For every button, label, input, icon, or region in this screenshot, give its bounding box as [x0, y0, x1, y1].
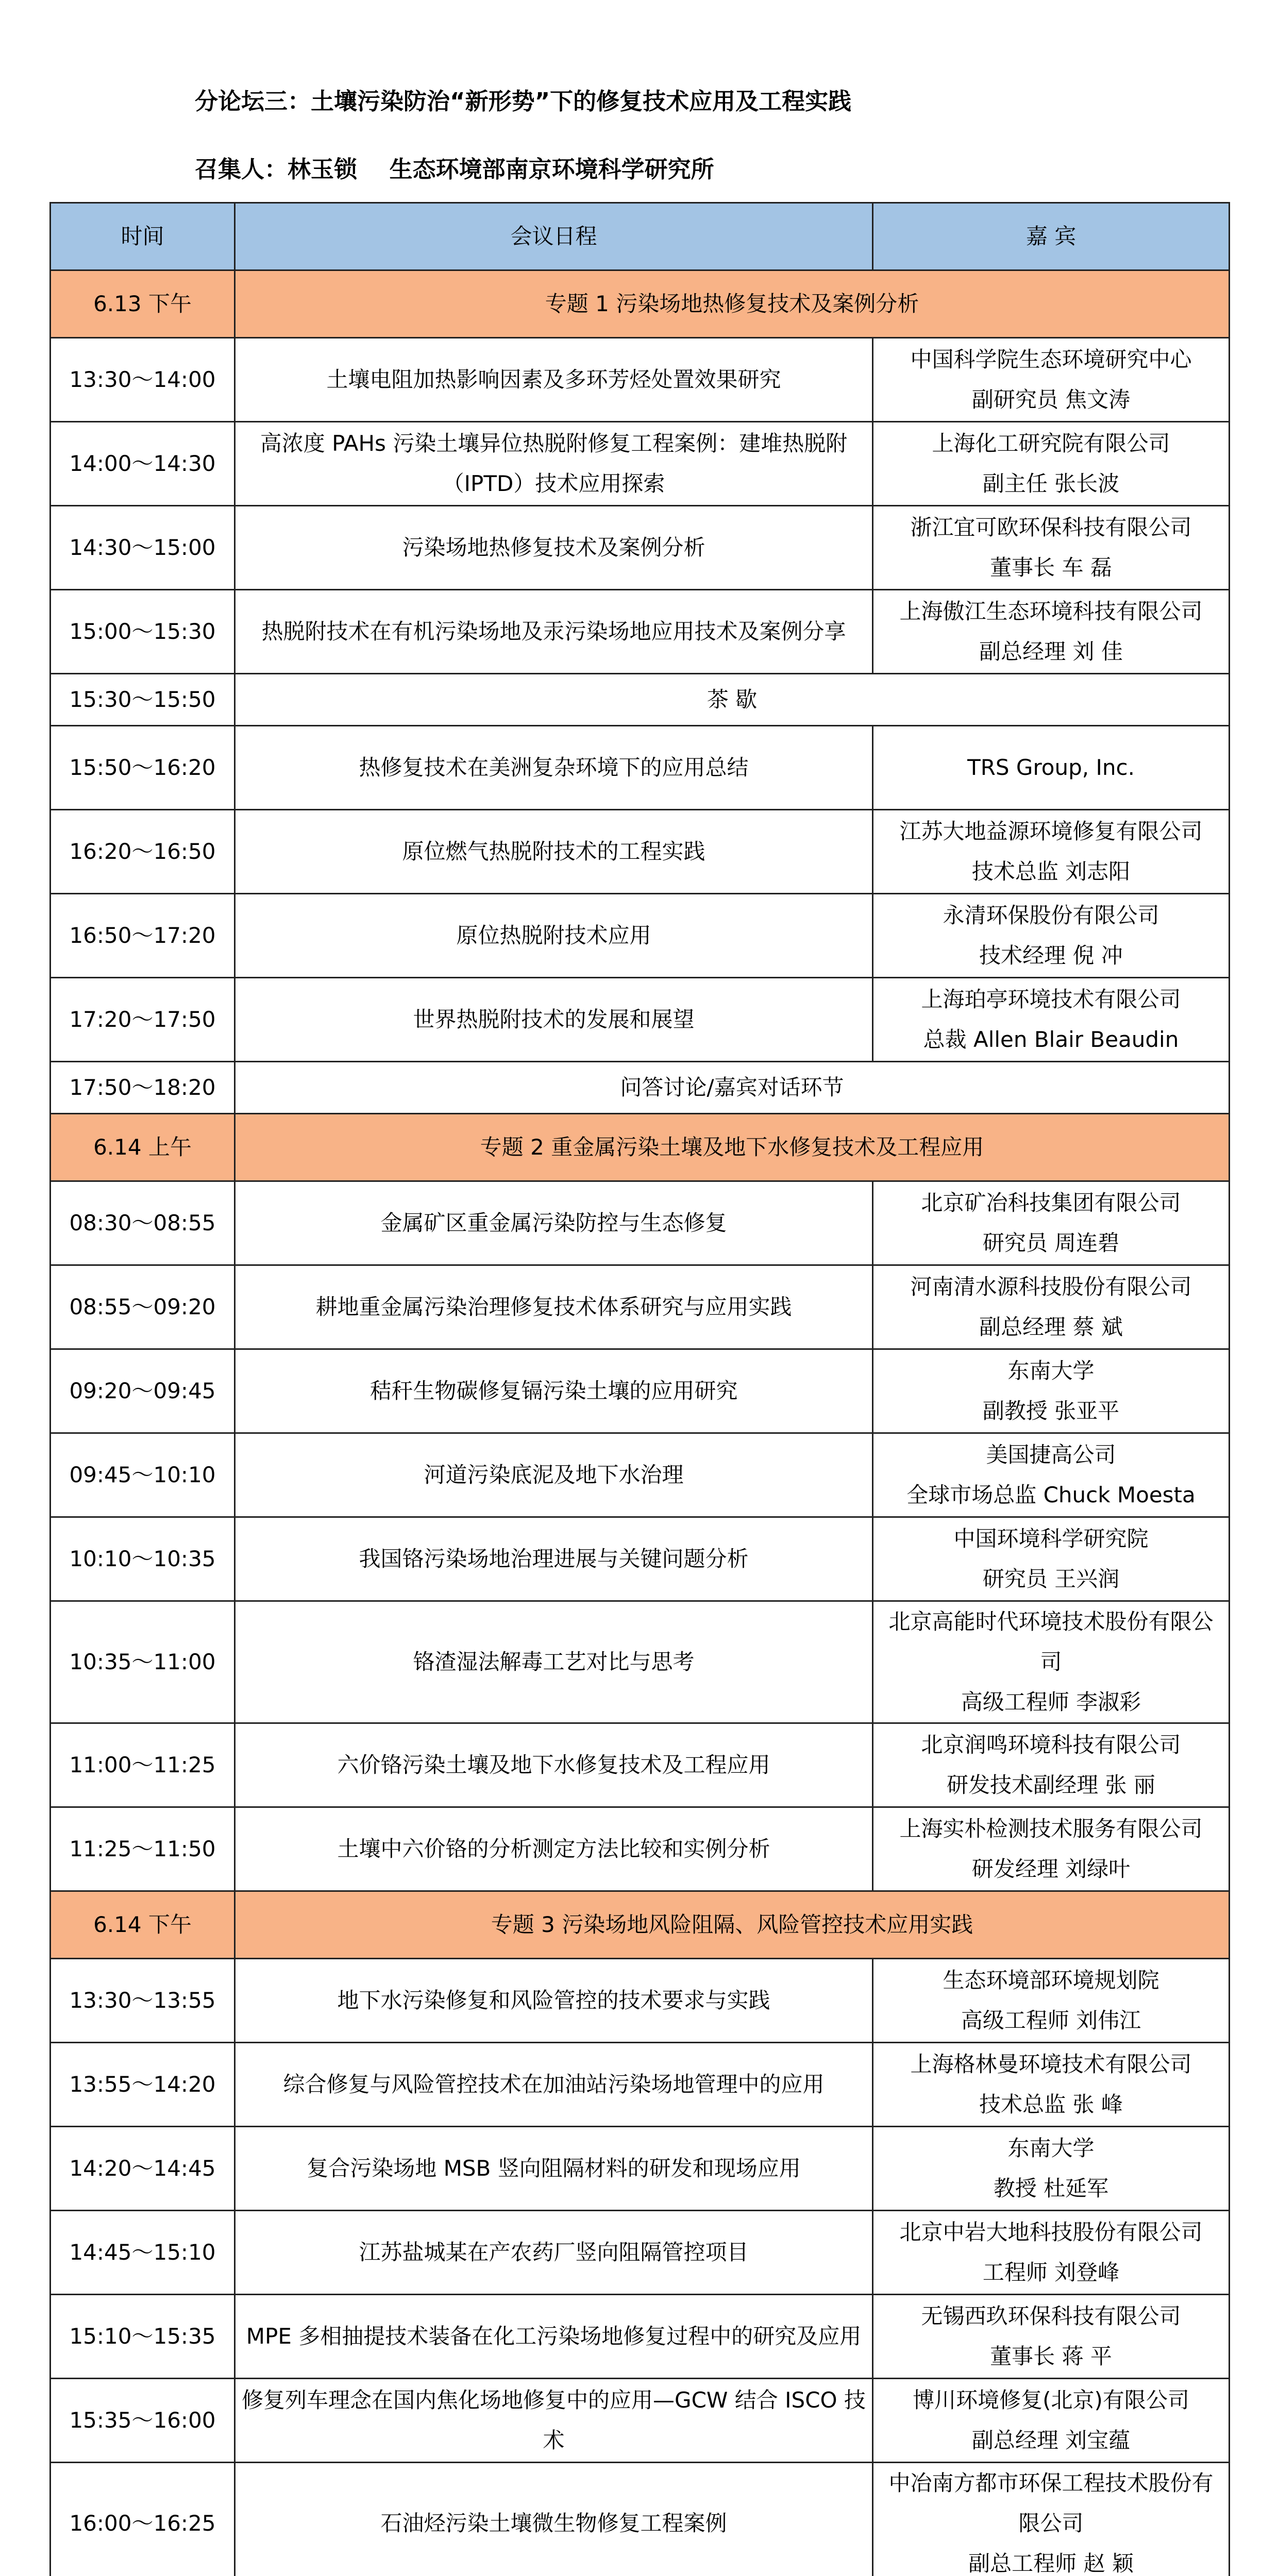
time-cell: 16:20～16:50 — [51, 810, 235, 894]
break-row — [51, 1062, 1230, 1114]
break-row — [51, 674, 1230, 726]
table-row — [51, 810, 1230, 894]
guest-cell — [873, 2127, 1230, 2211]
guest-name: 副研究员 焦文涛 — [879, 380, 1223, 420]
section-title: 专题 2 重金属污染土壤及地下水修复技术及工程应用 — [235, 1114, 1230, 1181]
convener-line: 召集人：林玉锁 生态环境部南京环境科学研究所 — [195, 150, 714, 184]
topic-cell: 铬渣湿法解毒工艺对比与思考 — [235, 1601, 873, 1723]
table-row — [51, 2127, 1230, 2211]
table-row — [51, 1265, 1230, 1349]
guest-organization: 东南大学 — [879, 1351, 1223, 1391]
time-cell: 17:20～17:50 — [51, 978, 235, 1062]
table-row — [51, 2463, 1230, 2576]
time-cell: 16:00～16:25 — [51, 2463, 235, 2576]
guest-cell — [873, 506, 1230, 590]
guest-name: 副总经理 刘宝蕴 — [879, 2420, 1223, 2461]
guest-cell — [873, 1723, 1230, 1807]
guest-name: 副总经理 蔡 斌 — [879, 1307, 1223, 1347]
guest-name: 工程师 刘登峰 — [879, 2252, 1223, 2293]
guest-organization: 上海格林曼环境技术有限公司 — [879, 2044, 1223, 2084]
section-row — [51, 1891, 1230, 1959]
header-agenda: 会议日程 — [235, 203, 873, 270]
time-cell: 09:20～09:45 — [51, 1349, 235, 1433]
table-row — [51, 2295, 1230, 2379]
guest-organization: 上海珀亭环境技术有限公司 — [879, 979, 1223, 1020]
table-header-row — [51, 203, 1230, 270]
topic-cell: 热脱附技术在有机污染场地及汞污染场地应用技术及案例分享 — [235, 590, 873, 674]
guest-cell — [873, 2379, 1230, 2463]
guest-cell — [873, 590, 1230, 674]
time-cell: 10:10～10:35 — [51, 1517, 235, 1601]
page-title: 分论坛三：土壤污染防治“新形势”下的修复技术应用及工程实践 — [195, 82, 851, 116]
table-row — [51, 2043, 1230, 2127]
table-row — [51, 978, 1230, 1062]
section-title: 专题 3 污染场地风险阻隔、风险管控技术应用实践 — [235, 1891, 1230, 1959]
guest-cell — [873, 1807, 1230, 1891]
topic-cell: 热修复技术在美洲复杂环境下的应用总结 — [235, 726, 873, 810]
header-time: 时间 — [51, 203, 235, 270]
guest-cell — [873, 1601, 1230, 1723]
time-cell: 15:30～15:50 — [51, 674, 235, 726]
time-cell: 13:55～14:20 — [51, 2043, 235, 2127]
guest-organization: 北京高能时代环境技术股份有限公司 — [879, 1602, 1223, 1682]
topic-cell: 污染场地热修复技术及案例分析 — [235, 506, 873, 590]
guest-name: 技术经理 倪 冲 — [879, 936, 1223, 976]
topic-cell: 综合修复与风险管控技术在加油站污染场地管理中的应用 — [235, 2043, 873, 2127]
table-row — [51, 2379, 1230, 2463]
guest-organization: 生态环境部环境规划院 — [879, 1960, 1223, 2001]
guest-organization: 中冶南方都市环保工程技术股份有限公司 — [879, 2463, 1223, 2544]
guest-organization: 上海化工研究院有限公司 — [879, 423, 1223, 464]
topic-cell: 修复列车理念在国内焦化场地修复中的应用—GCW 结合 ISCO 技术 — [235, 2379, 873, 2463]
guest-organization: 北京中岩大地科技股份有限公司 — [879, 2212, 1223, 2252]
time-cell: 13:30～13:55 — [51, 1959, 235, 2043]
table-row — [51, 1349, 1230, 1433]
table-row — [51, 1807, 1230, 1891]
time-cell: 14:30～15:00 — [51, 506, 235, 590]
guest-organization: 美国捷高公司 — [879, 1435, 1223, 1475]
guest-name: 研发技术副经理 张 丽 — [879, 1765, 1223, 1805]
guest-cell — [873, 894, 1230, 978]
time-cell: 15:50～16:20 — [51, 726, 235, 810]
guest-name: 董事长 车 磊 — [879, 548, 1223, 588]
time-cell: 08:55～09:20 — [51, 1265, 235, 1349]
guest-name: 高级工程师 李淑彩 — [879, 1682, 1223, 1722]
section-row — [51, 1114, 1230, 1181]
session-label: 6.14 下午 — [51, 1891, 235, 1959]
topic-cell: 世界热脱附技术的发展和展望 — [235, 978, 873, 1062]
guest-name: 副教授 张亚平 — [879, 1391, 1223, 1431]
guest-cell — [873, 1433, 1230, 1517]
guest-organization: 浙江宜可欧环保科技有限公司 — [879, 507, 1223, 548]
topic-cell: 土壤中六价铬的分析测定方法比较和实例分析 — [235, 1807, 873, 1891]
guest-cell — [873, 1181, 1230, 1265]
time-cell: 09:45～10:10 — [51, 1433, 235, 1517]
guest-cell — [873, 810, 1230, 894]
guest-name: 副总经理 刘 佳 — [879, 632, 1223, 672]
header-guest: 嘉 宾 — [873, 203, 1230, 270]
topic-cell: 江苏盐城某在产农药厂竖向阻隔管控项目 — [235, 2211, 873, 2295]
topic-cell: 我国铬污染场地治理进展与关键问题分析 — [235, 1517, 873, 1601]
guest-name: 副总工程师 赵 颖 — [879, 2544, 1223, 2576]
guest-cell — [873, 1265, 1230, 1349]
schedule-table — [49, 202, 1230, 2576]
guest-organization: 北京润鸣环境科技有限公司 — [879, 1725, 1223, 1765]
session-label: 6.14 上午 — [51, 1114, 235, 1181]
topic-cell: MPE 多相抽提技术装备在化工污染场地修复过程中的研究及应用 — [235, 2295, 873, 2379]
topic-cell: 秸秆生物碳修复镉污染土壤的应用研究 — [235, 1349, 873, 1433]
guest-cell — [873, 2043, 1230, 2127]
time-cell: 11:00～11:25 — [51, 1723, 235, 1807]
schedule-body — [51, 270, 1230, 2576]
table-row — [51, 726, 1230, 810]
guest-organization: 永清环保股份有限公司 — [879, 895, 1223, 936]
time-cell: 15:00～15:30 — [51, 590, 235, 674]
guest-organization: 上海傲江生态环境科技有限公司 — [879, 591, 1223, 632]
guest-name: 技术总监 张 峰 — [879, 2084, 1223, 2125]
time-cell: 14:45～15:10 — [51, 2211, 235, 2295]
table-row — [51, 894, 1230, 978]
time-cell: 14:20～14:45 — [51, 2127, 235, 2211]
topic-cell: 原位热脱附技术应用 — [235, 894, 873, 978]
table-row — [51, 422, 1230, 506]
table-row — [51, 590, 1230, 674]
table-row — [51, 1433, 1230, 1517]
guest-name: 研究员 王兴润 — [879, 1559, 1223, 1599]
guest-name: 教授 杜延军 — [879, 2168, 1223, 2209]
table-row — [51, 338, 1230, 422]
guest-organization: 东南大学 — [879, 2128, 1223, 2168]
break-label: 问答讨论/嘉宾对话环节 — [235, 1062, 1230, 1114]
guest-cell — [873, 978, 1230, 1062]
table-row — [51, 1723, 1230, 1807]
time-cell: 08:30～08:55 — [51, 1181, 235, 1265]
guest-name: 总裁 Allen Blair Beaudin — [879, 1020, 1223, 1060]
topic-cell: 金属矿区重金属污染防控与生态修复 — [235, 1181, 873, 1265]
table-row — [51, 506, 1230, 590]
guest-name: 全球市场总监 Chuck Moesta — [879, 1475, 1223, 1515]
time-cell: 16:50～17:20 — [51, 894, 235, 978]
topic-cell: 耕地重金属污染治理修复技术体系研究与应用实践 — [235, 1265, 873, 1349]
time-cell: 15:35～16:00 — [51, 2379, 235, 2463]
guest-cell — [873, 1517, 1230, 1601]
topic-cell: 原位燃气热脱附技术的工程实践 — [235, 810, 873, 894]
guest-cell — [873, 338, 1230, 422]
topic-cell: 高浓度 PAHs 污染土壤异位热脱附修复工程案例：建堆热脱附（IPTD）技术应用探索 — [235, 422, 873, 506]
topic-cell: 六价铬污染土壤及地下水修复技术及工程应用 — [235, 1723, 873, 1807]
guest-cell — [873, 2463, 1230, 2576]
table-row — [51, 1517, 1230, 1601]
topic-cell: 土壤电阻加热影响因素及多环芳烃处置效果研究 — [235, 338, 873, 422]
time-cell: 15:10～15:35 — [51, 2295, 235, 2379]
guest-organization: 江苏大地益源环境修复有限公司 — [879, 811, 1223, 852]
guest-cell — [873, 1349, 1230, 1433]
guest-organization: 北京矿冶科技集团有限公司 — [879, 1183, 1223, 1223]
topic-cell: 河道污染底泥及地下水治理 — [235, 1433, 873, 1517]
guest-cell — [873, 422, 1230, 506]
guest-organization: 上海实朴检测技术服务有限公司 — [879, 1809, 1223, 1849]
guest-cell — [873, 2295, 1230, 2379]
time-cell: 14:00～14:30 — [51, 422, 235, 506]
time-cell: 13:30～14:00 — [51, 338, 235, 422]
time-cell: 17:50～18:20 — [51, 1062, 235, 1114]
table-row — [51, 1181, 1230, 1265]
table-row — [51, 1959, 1230, 2043]
guest-organization: 河南清水源科技股份有限公司 — [879, 1267, 1223, 1307]
guest-name: 技术总监 刘志阳 — [879, 852, 1223, 892]
guest-cell — [873, 2211, 1230, 2295]
table-row — [51, 2211, 1230, 2295]
guest-name: 副主任 张长波 — [879, 464, 1223, 504]
guest-organization: 无锡西玖环保科技有限公司 — [879, 2296, 1223, 2336]
topic-cell: 复合污染场地 MSB 竖向阻隔材料的研发和现场应用 — [235, 2127, 873, 2211]
topic-cell: 石油烃污染土壤微生物修复工程案例 — [235, 2463, 873, 2576]
guest-organization: 中国科学院生态环境研究中心 — [879, 340, 1223, 380]
guest-name: 高级工程师 刘伟江 — [879, 2001, 1223, 2041]
guest-name: 研究员 周连碧 — [879, 1223, 1223, 1263]
guest-organization: TRS Group, Inc. — [879, 748, 1223, 788]
topic-cell: 地下水污染修复和风险管控的技术要求与实践 — [235, 1959, 873, 2043]
session-label: 6.13 下午 — [51, 270, 235, 338]
guest-organization: 博川环境修复(北京)有限公司 — [879, 2380, 1223, 2420]
section-title: 专题 1 污染场地热修复技术及案例分析 — [235, 270, 1230, 338]
time-cell: 10:35～11:00 — [51, 1601, 235, 1723]
guest-organization: 中国环境科学研究院 — [879, 1519, 1223, 1559]
guest-cell — [873, 726, 1230, 810]
guest-name: 研发经理 刘绿叶 — [879, 1849, 1223, 1889]
guest-name: 董事长 蒋 平 — [879, 2336, 1223, 2377]
time-cell: 11:25～11:50 — [51, 1807, 235, 1891]
section-row — [51, 270, 1230, 338]
table-row — [51, 1601, 1230, 1723]
break-label: 茶 歇 — [235, 674, 1230, 726]
guest-cell — [873, 1959, 1230, 2043]
